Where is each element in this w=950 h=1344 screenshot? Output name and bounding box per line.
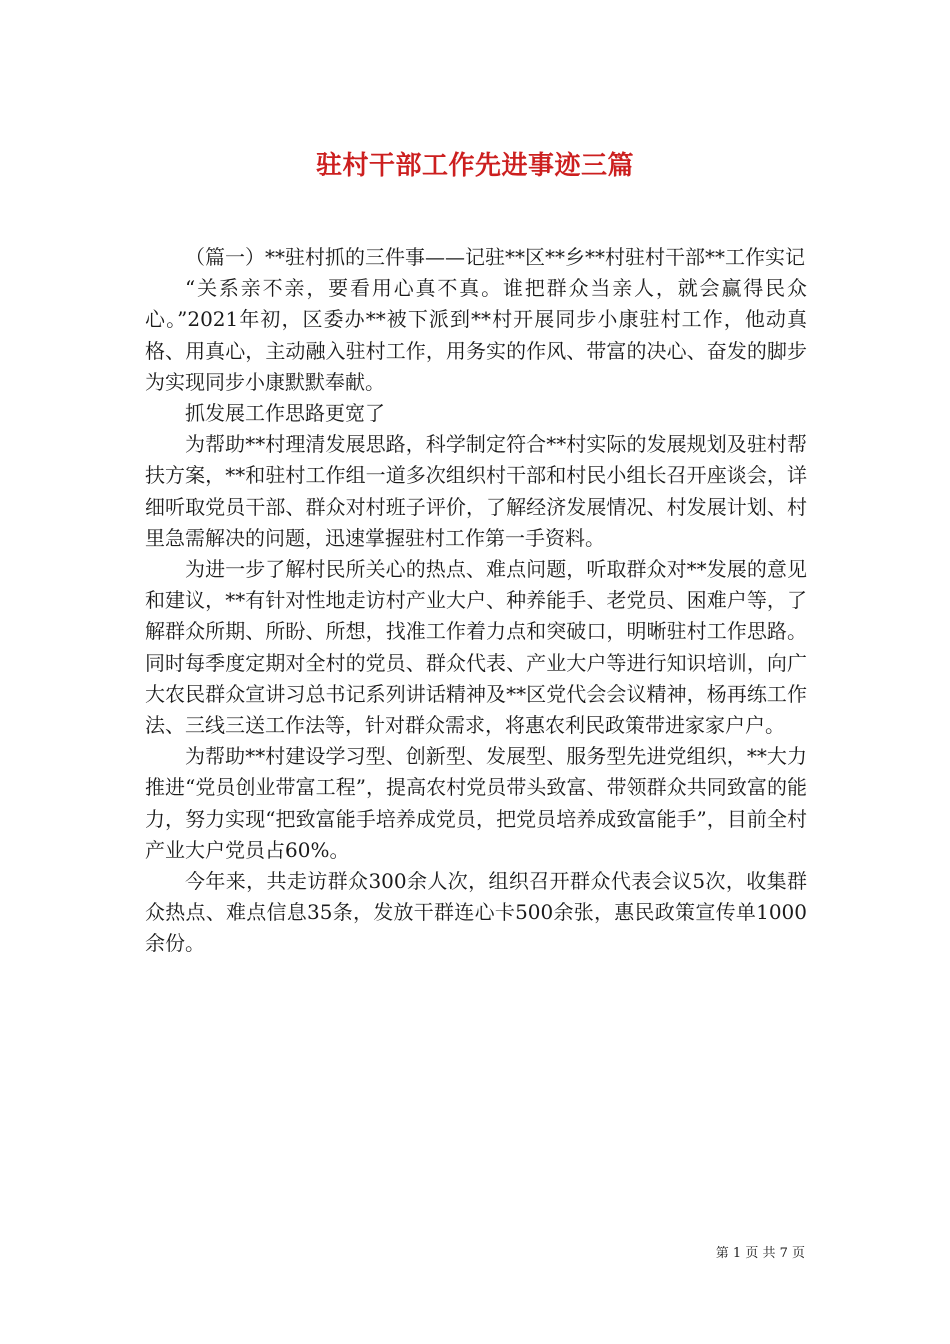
paragraph: 为帮助**村建设学习型、创新型、发展型、服务型先进党组织，**大力推进“党员创业带富工程”，提高农村党员带头致富、带领群众共同致富的能力，努力实现“把致富能手培养成党员，把党员培养成致富能手”，目前全村产业大户党员占60%。 xyxy=(145,744,807,862)
page-number-footer: 第 1 页 共 7 页 xyxy=(715,1246,805,1261)
document-body xyxy=(145,242,807,960)
paragraph: 为帮助**村理清发展思路，科学制定符合**村实际的发展规划及驻村帮扶方案，**和驻村工作组一道多次组织村干部和村民小组长召开座谈会，详细听取党员干部、群众对村班子评价，了解经济发展情况、村发展计划、村里急需解决的问题，迅速掌握驻村工作第一手资料。 xyxy=(145,432,807,550)
paragraph-heading: （篇一）**驻村抓的三件事——记驻**区**乡**村驻村干部**工作实记 xyxy=(185,245,805,269)
section-subheading: 抓发展工作思路更宽了 xyxy=(185,401,385,426)
document-title: 驻村干部工作先进事迹三篇 xyxy=(315,151,634,182)
paragraph: 今年来，共走访群众300余人次，组织召开群众代表会议5次，收集群众热点、难点信息35条，发放干群连心卡500余张，惠民政策宣传单1000余份。 xyxy=(145,869,807,956)
paragraph: 为进一步了解村民所关心的热点、难点问题，听取群众对**发展的意见和建议，**有针对性地走访村产业大户、种养能手、老党员、困难户等，了解群众所期、所盼、所想，找准工作着力点和突破口，明晰驻村工作思路。同时每季度定期对全村的党员、群众代表、产业大户等进行知识培训，向广大农民群众宣讲习总书记系列讲话精神及**区党代会会议精神，杨再练工作法、三线三送工作法等，针对群众需求，将惠农利民政策带进家家户户。 xyxy=(145,557,807,738)
paragraph: “关系亲不亲，要看用心真不真。谁把群众当亲人，就会赢得民众心。”2021年初，区委办**被下派到**村开展同步小康驻村工作，他动真格、用真心，主动融入驻村工作，用务实的作风、带富的决心、奋发的脚步为实现同步小康默默奉献。 xyxy=(145,276,807,394)
